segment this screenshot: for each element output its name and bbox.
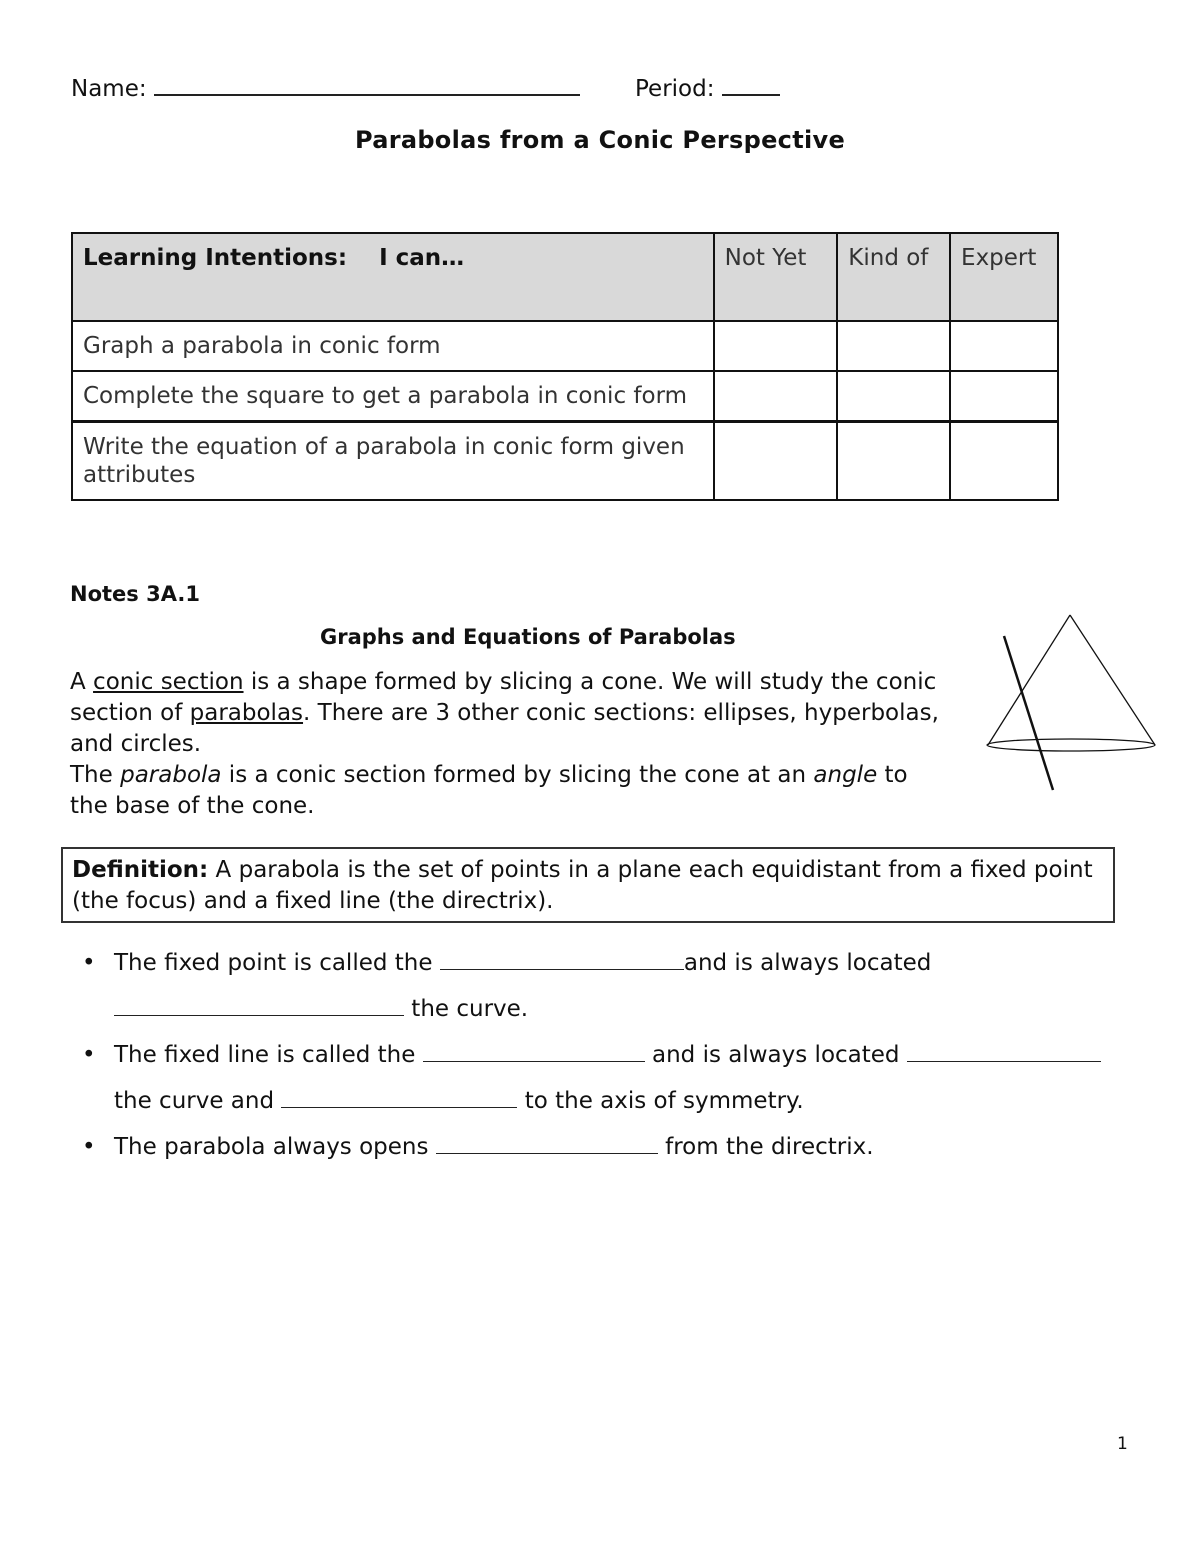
bullet-icon: • xyxy=(82,1042,96,1068)
term-parabolas: parabolas xyxy=(189,700,304,726)
text-span: The xyxy=(70,762,121,788)
text-span: to the base of the cone. xyxy=(70,762,908,819)
text-span: and is always located xyxy=(644,1042,907,1068)
axis-relation-blank[interactable] xyxy=(281,1089,517,1108)
definition-label: Definition: xyxy=(72,857,209,883)
table-row xyxy=(72,422,1058,501)
intro-paragraph xyxy=(70,667,950,822)
col-not-yet: Not Yet xyxy=(714,233,838,321)
slicing-plane-line xyxy=(1004,636,1053,790)
term-angle: angle xyxy=(813,762,878,788)
list-item xyxy=(70,1124,1130,1170)
opening-direction-blank[interactable] xyxy=(436,1135,658,1154)
name-label: Name: xyxy=(71,76,147,102)
term-conic-section: conic section xyxy=(93,669,244,695)
directrix-blank[interactable] xyxy=(423,1043,645,1062)
check-cell[interactable] xyxy=(837,422,950,501)
cone-right-edge xyxy=(1070,615,1155,745)
intention-text: Write the equation of a parabola in conic form given attributes xyxy=(72,422,714,501)
section-subtitle: Graphs and Equations of Parabolas xyxy=(320,625,736,649)
list-item xyxy=(70,940,1130,1032)
check-cell[interactable] xyxy=(714,371,838,422)
notes-label: Notes 3A.1 xyxy=(70,582,200,606)
focus-location-blank[interactable] xyxy=(114,997,404,1016)
col-kind-of: Kind of xyxy=(837,233,950,321)
cone-left-edge xyxy=(988,615,1070,745)
intention-text: Complete the square to get a parabola in conic form xyxy=(72,371,714,422)
text-span: the curve. xyxy=(404,996,529,1022)
check-cell[interactable] xyxy=(714,321,838,371)
page-title: Parabolas from a Conic Perspective xyxy=(354,126,846,154)
check-cell[interactable] xyxy=(950,371,1058,422)
page-number: 1 xyxy=(1117,1434,1128,1454)
text-span: from the directrix. xyxy=(657,1134,874,1160)
name-field xyxy=(71,74,580,102)
text-span: to the axis of symmetry. xyxy=(517,1088,804,1114)
text-span: . There are 3 other conic sections: ellipses, hyperbolas, and circles. xyxy=(70,700,939,757)
text-span: the curve and xyxy=(114,1088,282,1114)
list-item xyxy=(70,1032,1130,1124)
table-row xyxy=(72,321,1058,371)
name-blank[interactable] xyxy=(154,74,580,96)
table-row xyxy=(72,371,1058,422)
check-cell[interactable] xyxy=(950,321,1058,371)
text-span: The fixed point is called the xyxy=(114,950,440,976)
definition-box xyxy=(61,847,1115,923)
focus-blank[interactable] xyxy=(440,951,684,970)
term-parabola: parabola xyxy=(120,762,222,788)
fill-in-list xyxy=(70,940,1130,1170)
cone-base-ellipse xyxy=(987,739,1155,751)
text-span: The fixed line is called the xyxy=(114,1042,423,1068)
check-cell[interactable] xyxy=(714,422,838,501)
check-cell[interactable] xyxy=(837,321,950,371)
text-span: is a shape formed by slicing a cone. We will study the conic section of xyxy=(70,669,937,726)
col-expert: Expert xyxy=(950,233,1058,321)
table-header-row xyxy=(72,233,1058,321)
learning-intentions-table xyxy=(71,232,1059,501)
check-cell[interactable] xyxy=(837,371,950,422)
text-span: A xyxy=(70,669,94,695)
text-span: is a conic section formed by slicing the cone at an xyxy=(221,762,814,788)
period-label: Period: xyxy=(635,76,715,102)
text-span: The parabola always opens xyxy=(114,1134,436,1160)
cone-slice-illustration xyxy=(980,608,1165,798)
check-cell[interactable] xyxy=(950,422,1058,501)
directrix-location-blank[interactable] xyxy=(907,1043,1101,1062)
learning-intentions-header: Learning Intentions: I can… xyxy=(72,233,714,321)
period-field xyxy=(635,74,780,102)
bullet-icon: • xyxy=(82,1134,96,1160)
definition-text: A parabola is the set of points in a plane each equidistant from a fixed point (the focus) and a fixed line (the directrix). xyxy=(72,857,1093,914)
text-span: and is always located xyxy=(683,950,932,976)
period-blank[interactable] xyxy=(722,74,780,96)
intention-text: Graph a parabola in conic form xyxy=(72,321,714,371)
bullet-icon: • xyxy=(82,950,96,976)
